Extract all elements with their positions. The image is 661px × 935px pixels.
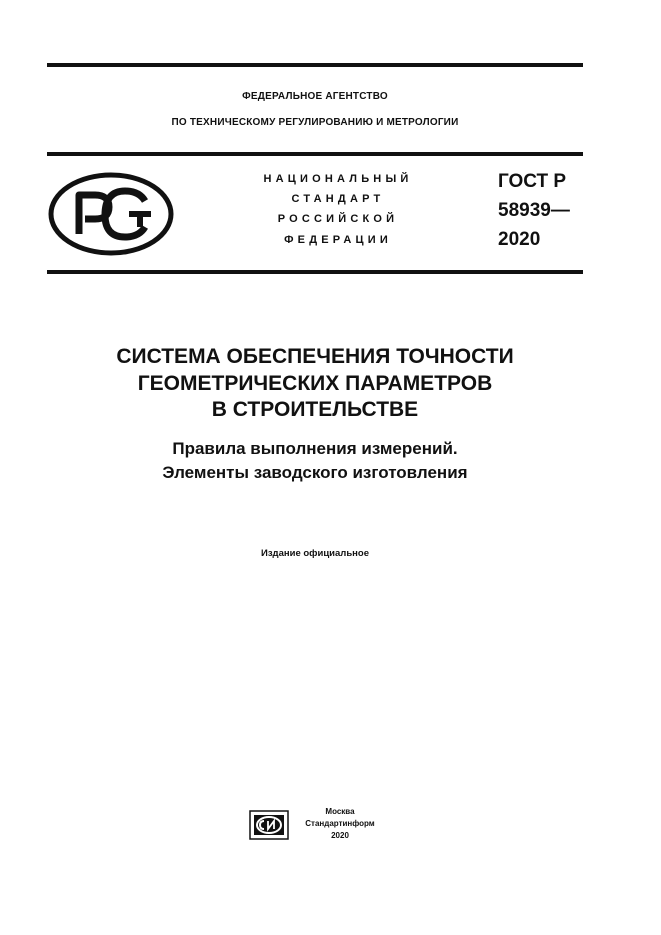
publisher-year: 2020 <box>331 831 349 840</box>
designation-line-2: 58939— <box>498 200 570 221</box>
title-line-3: В СТРОИТЕЛЬСТВЕ <box>211 398 419 421</box>
standard-line-3: РОССИЙСКОЙ <box>277 213 399 225</box>
agency-line-1: ФЕДЕРАЛЬНОЕ АГЕНТСТВО <box>242 91 388 102</box>
standard-line-2: СТАНДАРТ <box>291 193 385 205</box>
designation-line-3: 2020 <box>498 229 541 250</box>
standartinform-logo-icon <box>249 810 289 840</box>
subtitle-line-1: Правила выполнения измерений. <box>172 439 458 458</box>
subtitle-line-2: Элементы заводского изготовления <box>162 463 468 482</box>
bottom-header-rule <box>47 270 583 274</box>
title-line-1: СИСТЕМА ОБЕСПЕЧЕНИЯ ТОЧНОСТИ <box>116 345 514 368</box>
edition-note: Издание официальное <box>261 548 369 559</box>
standard-line-1: НАЦИОНАЛЬНЫЙ <box>263 173 413 185</box>
publisher-city: Москва <box>325 807 355 816</box>
title-line-2: ГЕОМЕТРИЧЕСКИХ ПАРАМЕТРОВ <box>137 372 493 395</box>
top-rule <box>47 63 583 67</box>
header-rule <box>47 152 583 156</box>
publisher-name: Стандартинформ <box>305 819 375 828</box>
rst-emblem-icon <box>47 171 175 257</box>
agency-line-2: ПО ТЕХНИЧЕСКОМУ РЕГУЛИРОВАНИЮ И МЕТРОЛОГИИ <box>171 117 459 128</box>
standard-line-4: ФЕДЕРАЦИИ <box>284 234 392 246</box>
designation-line-1: ГОСТ Р <box>498 171 567 192</box>
